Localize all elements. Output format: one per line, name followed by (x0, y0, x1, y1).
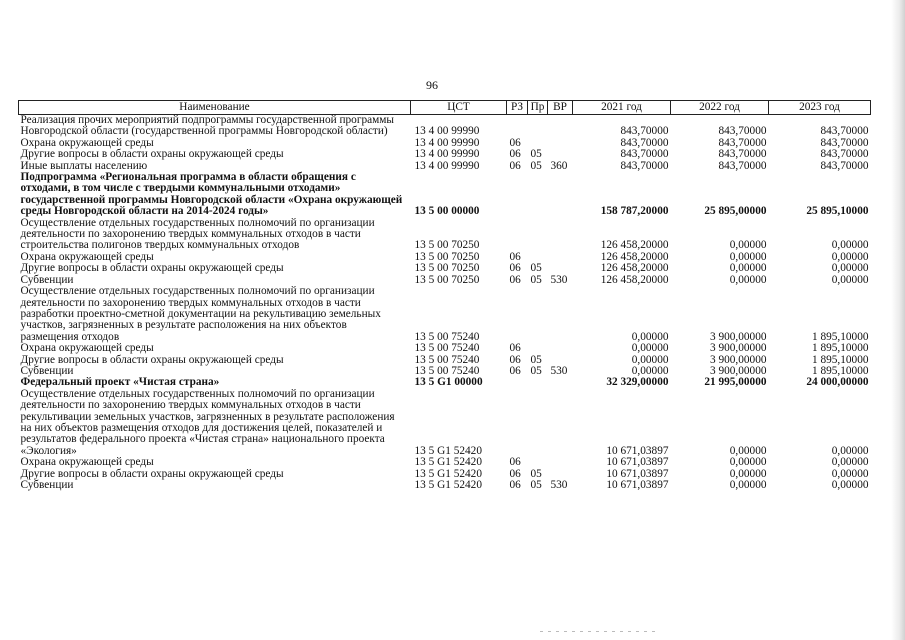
cell-2021: 10 671,03897 (606, 479, 669, 491)
cell-pr: 05 (530, 262, 542, 275)
cell-2022: 21 995,00000 (704, 376, 767, 389)
cell-name: Подпрограмма «Региональная программа в области обращения с отходами, в том числе с твердыми коммунальными отходами» государственной программы Новгородской области «Охрана окружающей среды Новгородской области на 2014-2024 годы» (20, 171, 403, 218)
cell-pr: 05 (530, 148, 542, 161)
cell-2021: 0,00000 (631, 342, 669, 355)
cell-2023: 25 895,10000 (806, 205, 869, 218)
cell-cst: 13 4 00 99990 (414, 136, 480, 149)
cell-2022: 0,00000 (729, 239, 767, 252)
cell-2022: 0,00000 (729, 262, 767, 275)
budget-table (18, 100, 871, 491)
cell-2023: 0,00000 (831, 456, 869, 469)
table-row (19, 389, 871, 457)
cell-2023: 0,00000 (831, 250, 869, 263)
table-row (19, 343, 871, 354)
cell-pr: 05 (530, 467, 542, 480)
cell-2022: 3 900,00000 (710, 342, 767, 355)
table-body (19, 115, 871, 492)
table-row (19, 263, 871, 274)
cell-name: Охрана окружающей среды (20, 136, 154, 149)
cell-vr: 360 (550, 159, 568, 172)
table-row (19, 172, 871, 218)
cell-2023: 0,00000 (831, 262, 869, 275)
cell-cst: 13 5 00 00000 (414, 205, 480, 218)
page-number: 96 (426, 78, 438, 92)
cell-cst: 13 5 00 75240 (414, 364, 480, 377)
cell-2023: 843,70000 (820, 136, 869, 149)
cell-2023: 843,70000 (820, 159, 869, 172)
cell-pr (528, 389, 548, 457)
cell-vr (548, 149, 573, 160)
cell-cst: 13 5 00 70250 (414, 262, 480, 275)
header-2022: 2022 год (671, 101, 769, 115)
cell-vr (548, 343, 573, 354)
cell-2023: 1 895,10000 (812, 330, 869, 343)
header-2023: 2023 год (769, 101, 871, 115)
table-row (19, 286, 871, 343)
cell-2023: 843,70000 (820, 125, 869, 138)
cell-2022: 843,70000 (718, 148, 767, 161)
cell-rz: 06 (509, 456, 521, 469)
cell-rz: 06 (509, 136, 521, 149)
cell-2023: 1 895,10000 (812, 353, 869, 366)
cell-cst: 13 4 00 99990 (414, 148, 480, 161)
cell-vr (548, 138, 573, 149)
cell-pr (528, 286, 548, 343)
cell-cst: 13 5 G1 52420 (414, 479, 482, 491)
cell-cst: 13 5 00 75240 (414, 342, 480, 355)
cell-name: Другие вопросы в области охраны окружающей среды (20, 262, 284, 275)
cell-vr (548, 218, 573, 252)
cell-2021: 126 458,20000 (600, 262, 669, 275)
cell-2023: 1 895,10000 (812, 342, 869, 355)
cell-vr (548, 172, 573, 218)
cell-2023: 0,00000 (831, 467, 869, 480)
cell-2021: 10 671,03897 (606, 467, 669, 480)
cell-name: Федеральный проект «Чистая страна» (20, 376, 220, 389)
cell-2022: 0,00000 (729, 444, 767, 457)
cell-2022: 25 895,00000 (704, 205, 767, 218)
cell-vr (548, 263, 573, 274)
cell-2022: 0,00000 (729, 479, 767, 491)
cell-2022: 3 900,00000 (710, 364, 767, 377)
cell-name: Субвенции (20, 479, 74, 491)
cell-2023: 0,00000 (831, 444, 869, 457)
cell-vr (548, 286, 573, 343)
cell-2022: 0,00000 (729, 467, 767, 480)
cell-cst: 13 5 00 70250 (414, 250, 480, 263)
cell-name: Другие вопросы в области охраны окружающей среды (20, 467, 284, 480)
cell-name: Осуществление отдельных государственных полномочий по организации деятельности по захоронению твердых коммунальных отходов в части рекультивации земельных участков, загрязненных в результате расположения на них объектов размещения отходов для достижения целей, показателей и результатов федерального проекта «Чистая страна» национального проекта «Экология» (20, 387, 395, 457)
cell-cst: 13 4 00 99990 (414, 159, 480, 172)
cell-vr (548, 389, 573, 457)
table-header (19, 101, 871, 115)
table-row (19, 115, 871, 138)
cell-rz: 06 (509, 250, 521, 263)
cell-cst: 13 5 G1 52420 (414, 467, 482, 480)
cell-2022: 0,00000 (729, 250, 767, 263)
scan-artifact (540, 631, 660, 632)
cell-2023: 0,00000 (831, 239, 869, 252)
cell-rz: 06 (509, 467, 521, 480)
cell-rz: 06 (509, 342, 521, 355)
cell-pr (528, 457, 548, 468)
cell-pr (528, 218, 548, 252)
cell-name: Охрана окружающей среды (20, 342, 154, 355)
cell-2022: 843,70000 (718, 125, 767, 138)
cell-2022: 843,70000 (718, 159, 767, 172)
header-cst: ЦСТ (411, 101, 507, 115)
header-name: Наименование (19, 101, 411, 115)
cell-name: Иные выплаты населению (20, 159, 148, 172)
cell-2023: 24 000,00000 (806, 376, 869, 389)
cell-name: Субвенции (20, 364, 74, 377)
header-row (19, 101, 871, 115)
cell-name: Осуществление отдельных государственных полномочий по организации деятельности по захоронению твердых коммунальных отходов в части строительства полигонов твердых коммунальных отходов (20, 216, 375, 252)
cell-vr (548, 457, 573, 468)
cell-pr (528, 115, 548, 138)
cell-2022: 0,00000 (729, 273, 767, 286)
cell-pr: 05 (530, 479, 542, 491)
cell-rz: 06 (509, 148, 521, 161)
cell-2021: 10 671,03897 (606, 456, 669, 469)
cell-2021: 0,00000 (631, 353, 669, 366)
cell-name: Осуществление отдельных государственных полномочий по организации деятельности по захоронению твердых коммунальных отходов в части разработки проектно-сметной документации на рекультивацию земельных участков, загрязненных в результате расположения на них объектов размещения отходов (20, 285, 381, 343)
cell-2021: 0,00000 (631, 330, 669, 343)
cell-cst: 13 5 G1 52420 (414, 456, 482, 469)
cell-2023: 0,00000 (831, 479, 869, 491)
cell-2021: 843,70000 (620, 159, 669, 172)
cell-2021: 158 787,20000 (600, 205, 669, 218)
cell-cst: 13 5 G1 00000 (414, 376, 483, 389)
cell-cst: 13 5 00 70250 (414, 273, 480, 286)
cell-vr: 530 (550, 479, 568, 491)
cell-2023: 1 895,10000 (812, 364, 869, 377)
cell-2021: 843,70000 (620, 125, 669, 138)
cell-pr (528, 172, 548, 218)
cell-rz (507, 218, 528, 252)
cell-name: Субвенции (20, 273, 74, 286)
cell-2021: 32 329,00000 (606, 376, 669, 389)
header-pr: Пр (528, 101, 548, 115)
cell-rz: 06 (509, 364, 521, 377)
cell-2023: 0,00000 (831, 273, 869, 286)
cell-rz: 06 (509, 273, 521, 286)
cell-rz (507, 389, 528, 457)
cell-name: Охрана окружающей среды (20, 456, 154, 469)
table-row (19, 218, 871, 252)
cell-rz (507, 115, 528, 138)
cell-vr: 530 (550, 273, 568, 286)
cell-name: Другие вопросы в области охраны окружающей среды (20, 148, 284, 161)
cell-pr: 05 (530, 353, 542, 366)
cell-rz (507, 377, 528, 388)
cell-pr: 05 (530, 273, 542, 286)
cell-cst: 13 5 00 75240 (414, 330, 480, 343)
table-row (19, 457, 871, 468)
cell-2021: 126 458,20000 (600, 250, 669, 263)
cell-name: Охрана окружающей среды (20, 250, 154, 263)
cell-pr (528, 343, 548, 354)
header-rz: РЗ (507, 101, 528, 115)
cell-2022: 3 900,00000 (710, 353, 767, 366)
cell-vr (548, 115, 573, 138)
table-row (19, 480, 871, 491)
cell-2021: 10 671,03897 (606, 444, 669, 457)
cell-rz: 06 (509, 479, 521, 491)
cell-2021: 843,70000 (620, 136, 669, 149)
cell-2021: 126 458,20000 (600, 273, 669, 286)
cell-rz: 06 (509, 353, 521, 366)
cell-cst: 13 5 00 70250 (414, 239, 480, 252)
cell-name: Реализация прочих мероприятий подпрограммы государственной программы Новгородской области (государственной программы Новгородской области) (20, 114, 394, 138)
cell-rz (507, 286, 528, 343)
cell-2022: 843,70000 (718, 136, 767, 149)
cell-pr: 05 (530, 364, 542, 377)
cell-cst: 13 5 00 75240 (414, 353, 480, 366)
cell-vr (548, 252, 573, 263)
cell-cst: 13 5 G1 52420 (414, 444, 482, 457)
cell-vr: 530 (550, 364, 568, 377)
cell-2021: 126 458,20000 (600, 239, 669, 252)
cell-pr (528, 377, 548, 388)
header-vr: ВР (548, 101, 573, 115)
table-row (19, 149, 871, 160)
cell-rz: 06 (509, 262, 521, 275)
cell-2021: 0,00000 (631, 364, 669, 377)
cell-vr (548, 377, 573, 388)
cell-2022: 3 900,00000 (710, 330, 767, 343)
cell-2021: 843,70000 (620, 148, 669, 161)
cell-2022: 0,00000 (729, 456, 767, 469)
cell-rz (507, 172, 528, 218)
cell-pr: 05 (530, 159, 542, 172)
scan-edge-shadow (891, 0, 905, 640)
cell-2023: 843,70000 (820, 148, 869, 161)
header-2021: 2021 год (573, 101, 671, 115)
cell-name: Другие вопросы в области охраны окружающей среды (20, 353, 284, 366)
cell-cst: 13 4 00 99990 (414, 125, 480, 138)
cell-rz: 06 (509, 159, 521, 172)
